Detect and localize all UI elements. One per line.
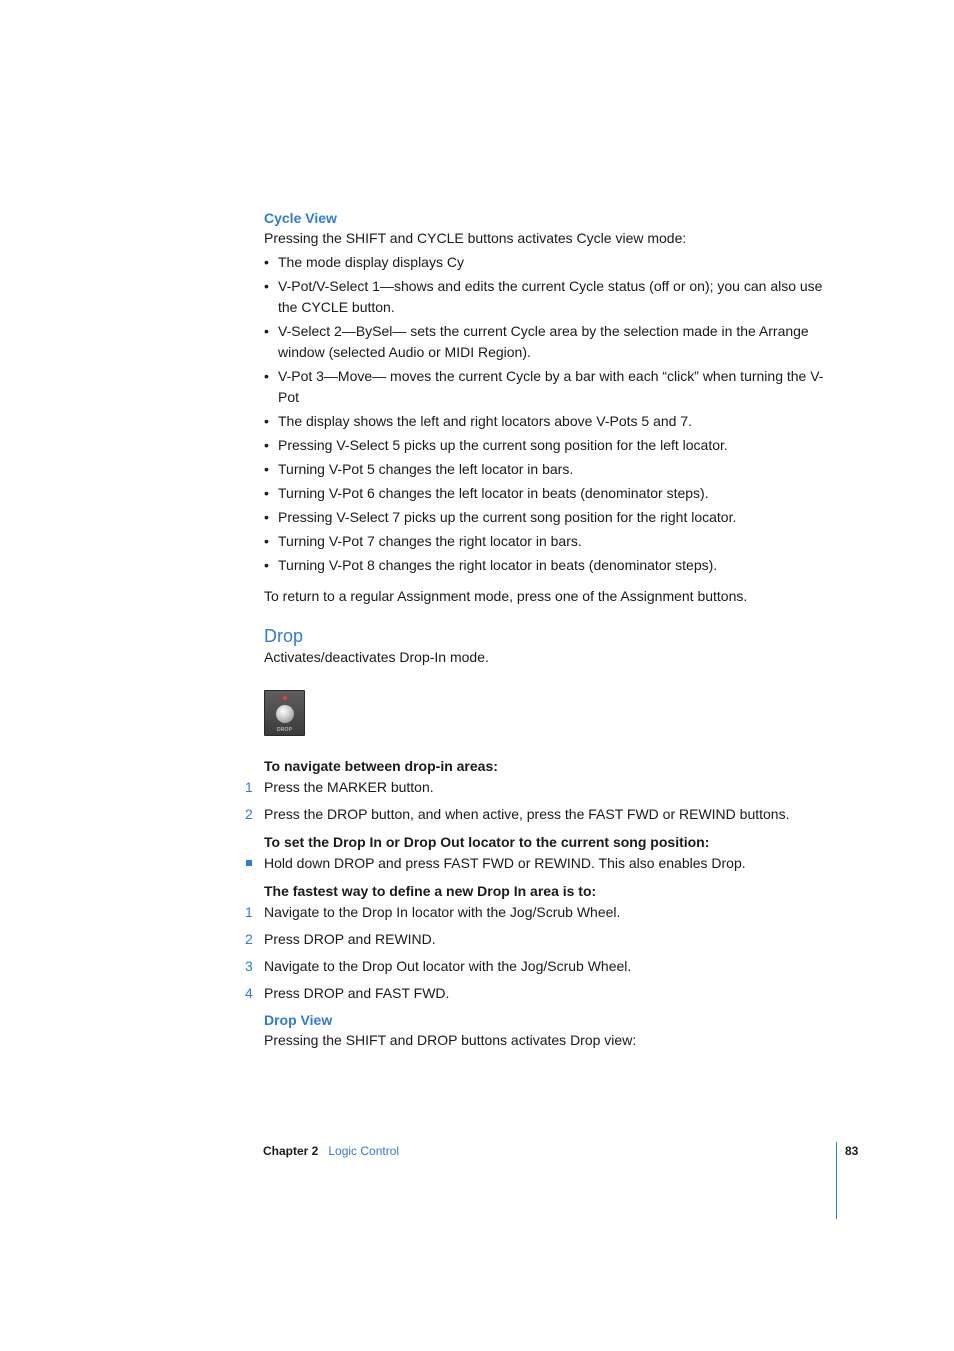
section-heading-drop: Drop bbox=[264, 626, 304, 646]
list-item bbox=[245, 902, 844, 923]
drop-button-label: DROP bbox=[276, 727, 293, 733]
step-text: Press the MARKER button. bbox=[264, 779, 434, 795]
drop-view-intro: Pressing the SHIFT and DROP buttons activates Drop view: bbox=[264, 1032, 637, 1048]
list-item: • V-Pot 3—Move— moves the current Cycle by a bar with each “click” when turning the V-Pot bbox=[264, 366, 844, 408]
step-number: 4 bbox=[245, 985, 253, 1001]
section-heading-cycle-view: Cycle View bbox=[264, 210, 337, 226]
list-item: • The mode display displays Cy bbox=[264, 252, 844, 273]
footer-divider bbox=[836, 1142, 837, 1219]
task-heading-navigate: To navigate between drop-in areas: bbox=[264, 758, 498, 774]
square-bullet-icon bbox=[246, 860, 252, 866]
step-text: Navigate to the Drop In locator with the Jog/Scrub Wheel. bbox=[264, 904, 621, 920]
section-heading-drop-view: Drop View bbox=[264, 1012, 333, 1028]
task-heading-define-area: The fastest way to define a new Drop In area is to: bbox=[264, 883, 597, 899]
drop-button-image bbox=[264, 690, 305, 736]
define-area-steps bbox=[245, 902, 844, 1004]
step-text: Navigate to the Drop Out locator with the Jog/Scrub Wheel. bbox=[264, 958, 632, 974]
step-text: Hold down DROP and press FAST FWD or REWIND. This also enables Drop. bbox=[264, 855, 746, 871]
list-item bbox=[245, 983, 844, 1004]
list-item: • Pressing V-Select 7 picks up the current song position for the right locator. bbox=[264, 507, 844, 528]
page-footer bbox=[263, 1143, 399, 1159]
list-item bbox=[245, 804, 844, 825]
step-text: Press DROP and FAST FWD. bbox=[264, 985, 450, 1001]
knob-icon bbox=[276, 705, 294, 723]
step-number: 1 bbox=[245, 904, 253, 920]
step-number: 3 bbox=[245, 958, 253, 974]
step-text: Press DROP and REWIND. bbox=[264, 931, 436, 947]
list-item: • Pressing V-Select 5 picks up the current song position for the left locator. bbox=[264, 435, 844, 456]
step-number: 1 bbox=[245, 779, 253, 795]
task-heading-set-locator: To set the Drop In or Drop Out locator to the current song position: bbox=[264, 834, 710, 850]
list-item bbox=[245, 956, 844, 977]
cycle-view-bullet-list bbox=[264, 252, 844, 576]
page-content bbox=[245, 208, 844, 1051]
list-item: • Turning V-Pot 8 changes the right locator in beats (denominator steps). bbox=[264, 555, 844, 576]
cycle-view-outro: To return to a regular Assignment mode, press one of the Assignment buttons. bbox=[264, 588, 748, 604]
list-item: • Turning V-Pot 7 changes the right locator in bars. bbox=[264, 531, 844, 552]
led-indicator-icon bbox=[283, 696, 287, 700]
list-item: • V-Pot/V-Select 1—shows and edits the current Cycle status (off or on); you can also use the CYCLE button. bbox=[264, 276, 844, 318]
footer-chapter: Chapter 2 bbox=[263, 1144, 319, 1158]
step-text: Press the DROP button, and when active, press the FAST FWD or REWIND buttons. bbox=[264, 806, 790, 822]
list-item bbox=[245, 929, 844, 950]
footer-chapter-title: Logic Control bbox=[328, 1144, 400, 1158]
step-number: 2 bbox=[245, 806, 253, 822]
list-item bbox=[245, 777, 844, 798]
list-item: • V-Select 2—BySel— sets the current Cycle area by the selection made in the Arrange window (selected Audio or MIDI Region). bbox=[264, 321, 844, 363]
step-number: 2 bbox=[245, 931, 253, 947]
navigate-steps bbox=[245, 777, 844, 825]
set-locator-steps bbox=[264, 853, 844, 874]
page-number: 83 bbox=[845, 1144, 859, 1158]
list-item bbox=[264, 853, 844, 874]
list-item: • The display shows the left and right locators above V-Pots 5 and 7. bbox=[264, 411, 844, 432]
list-item: • Turning V-Pot 6 changes the left locator in beats (denominator steps). bbox=[264, 483, 844, 504]
list-item: • Turning V-Pot 5 changes the left locator in bars. bbox=[264, 459, 844, 480]
cycle-view-intro: Pressing the SHIFT and CYCLE buttons activates Cycle view mode: bbox=[264, 230, 687, 246]
drop-intro: Activates/deactivates Drop-In mode. bbox=[264, 649, 489, 665]
